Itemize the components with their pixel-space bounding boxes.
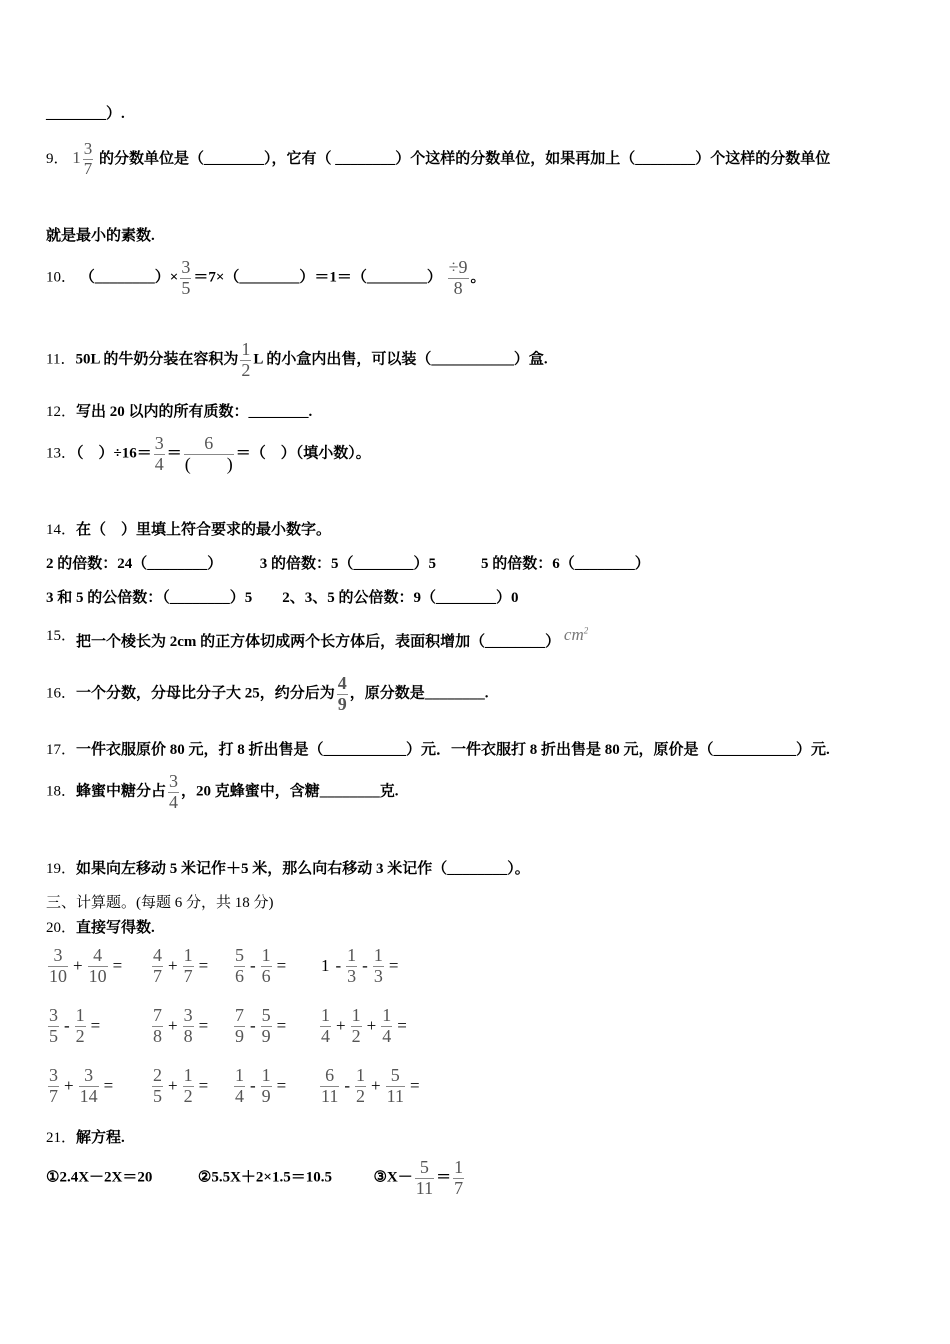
equation-3: ③X－ (373, 1169, 413, 1186)
fraction: $\frac{7}{8}$ (153, 1005, 162, 1046)
fraction: $\frac{2}{5}$ (153, 1065, 162, 1106)
question-text: 解方程. (76, 1130, 125, 1146)
question-text: 写出 20 以内的所有质数：________. (76, 404, 313, 420)
q20-expression: $\frac{3}{7}$ + $\frac{3}{14}$ = (49, 1065, 114, 1106)
fraction: $\frac{3}{8}$ (183, 1005, 193, 1046)
equals: ＝ (436, 1169, 452, 1186)
question-number: 19． (46, 861, 77, 877)
fraction: $\frac{6}{11}$ (321, 1065, 339, 1106)
question-text: 一件衣服原价 80 元，打 8 折出售是（___________）元．一件衣服打 8 折出售是 80 元，原价是（___________）元. (76, 742, 830, 758)
question-text-2: ，20 克蜂蜜中，含糖________克. (181, 783, 399, 800)
question-number: 17． (46, 742, 77, 758)
question-21 (46, 1126, 125, 1147)
q20-expression: $\frac{1}{4}$ + $\frac{1}{2}$ + $\frac{1}{4}$ = (321, 1005, 407, 1046)
fraction: $\frac{3}{5}$ (49, 1005, 58, 1046)
question-number: 10． (46, 269, 77, 286)
q8-tail: ________）. (46, 106, 125, 122)
fraction: $\frac{1}{2}$ (351, 1005, 361, 1046)
question-number: 18． (46, 783, 77, 800)
question-14-row2: 3 和 5 的公倍数：（________）5 2、3、5 的公倍数：9（________）0 (46, 590, 519, 606)
equation-1: ①2.4X－2X＝20 (46, 1169, 153, 1186)
question-18 (46, 772, 399, 813)
fraction: $\frac{3}{4}$ (154, 433, 164, 474)
fraction-2: $\frac{6}{( )}$ (184, 433, 233, 474)
fraction: $\frac{1}{9}$ (261, 1065, 271, 1106)
fraction: $\frac{1}{2}$ (183, 1065, 193, 1106)
question-20 (46, 916, 155, 937)
question-number: 14． (46, 522, 77, 538)
q20-expression: 1 - $\frac{1}{3}$ - $\frac{1}{3}$ = (321, 945, 399, 986)
question-19 (46, 857, 530, 878)
question-14 (46, 518, 331, 539)
fraction: $\frac{3}{7}$ (49, 1065, 58, 1106)
question-text-2: ＝7×（________）＝1＝（________） (193, 269, 442, 286)
fraction: $\frac{5}{11}$ (386, 1065, 404, 1106)
fraction: $\frac{3}{10}$ (49, 945, 67, 986)
question-text-2: ＝（ ）（填小数）。 (235, 445, 371, 462)
q20-expression: $\frac{3}{10}$ + $\frac{4}{10}$ = (49, 945, 123, 986)
question-number: 12． (46, 404, 77, 420)
fraction-2: $\frac{1}{7}$ (454, 1157, 464, 1198)
question-12 (46, 400, 312, 421)
fraction: $\frac{4}{9}$ (337, 673, 347, 714)
question-number: 16． (46, 685, 77, 702)
fraction: $\frac{1}{2}$ (356, 1065, 366, 1106)
fraction-2: $\frac{\div 9}{8}$ (448, 257, 468, 298)
question-number: 15． (46, 628, 77, 644)
q20-expression: $\frac{7}{9}$ - $\frac{5}{9}$ = (235, 1005, 287, 1046)
question-text: 一个分数，分母比分子大 25，约分后为 (76, 685, 335, 702)
question-text: 把一个棱长为 2cm 的正方体切成两个长方体后，表面积增加（________） (76, 634, 561, 650)
equals: ＝ (166, 445, 182, 462)
question-16 (46, 674, 489, 715)
fraction: $\frac{1}{4}$ (321, 1005, 330, 1046)
section-3-title: 三、计算题。(每题 6 分，共 18 分) (46, 895, 274, 911)
fraction: $\frac{1}{2}$ (75, 1005, 85, 1046)
fraction: $\frac{3}{4}$ (169, 771, 179, 812)
question-9 (46, 140, 830, 178)
question-17 (46, 738, 830, 759)
q20-expression: $\frac{1}{4}$ - $\frac{1}{9}$ = (235, 1065, 287, 1106)
fraction: $\frac{4}{10}$ (88, 945, 107, 986)
fraction: $\frac{5}{6}$ (235, 945, 244, 986)
question-13 (46, 434, 371, 475)
question-text: 蜂蜜中糖分占 (76, 783, 167, 800)
fraction: $\frac{1}{3}$ (347, 945, 357, 986)
question-10 (46, 258, 486, 299)
q20-expression: $\frac{7}{8}$ + $\frac{3}{8}$ = (153, 1005, 209, 1046)
q20-expression: $\frac{2}{5}$ + $\frac{1}{2}$ = (153, 1065, 209, 1106)
punct: 。 (470, 269, 486, 286)
question-9-cont: 就是最小的素数. (46, 228, 155, 244)
q20-expression: $\frac{6}{11}$ - $\frac{1}{2}$ + $\frac{5}{11}$ = (321, 1065, 420, 1106)
question-number: 21． (46, 1130, 77, 1146)
fraction: $\frac{1}{6}$ (261, 945, 271, 986)
unit: $cm^2$ (563, 625, 589, 644)
fraction: $\frac{5}{9}$ (261, 1005, 271, 1046)
fraction: $\frac{3}{5}$ (181, 257, 191, 298)
q20-expression: $\frac{4}{7}$ + $\frac{1}{7}$ = (153, 945, 209, 986)
fraction: $\frac{1}{2}$ (241, 339, 251, 380)
fraction: $\frac{7}{9}$ (235, 1005, 244, 1046)
fraction: $\frac{1}{3}$ (373, 945, 383, 986)
question-number: 20． (46, 920, 77, 936)
question-text: 在（ ）里填上符合要求的最小数字。 (76, 522, 332, 538)
question-number: 11． (46, 351, 76, 368)
q20-expression: $\frac{3}{5}$ - $\frac{1}{2}$ = (49, 1005, 101, 1046)
equation-2: ②5.5X＋2×1.5＝10.5 (197, 1169, 332, 1186)
question-text-2: L 的小盒内出售，可以装（___________）盒. (253, 351, 548, 368)
question-text: （________）× (79, 269, 179, 286)
fraction: $\frac{4}{7}$ (153, 945, 162, 986)
question-text: 直接写得数. (76, 920, 155, 936)
question-21-equations (46, 1158, 466, 1199)
question-14-row1: 2 的倍数：24（________） 3 的倍数：5（________）5 5 的倍数：6（________） (46, 556, 650, 572)
question-text: 如果向左移动 5 米记作＋5 米，那么向右移动 3 米记作（________）。 (76, 861, 530, 877)
question-text: 的分数单位是（________），它有（ ________）个这样的分数单位，如果再加上（________）个这样的分数单位 (99, 151, 831, 168)
question-text: （ ）÷16＝ (76, 445, 152, 462)
q20-expression: $\frac{5}{6}$ - $\frac{1}{6}$ = (235, 945, 287, 986)
fraction: $\frac{5}{11}$ (415, 1157, 434, 1198)
fraction: $\frac{1}{4}$ (382, 1005, 392, 1046)
fraction: $\frac{3}{14}$ (79, 1065, 98, 1106)
fraction: $\frac{1}{7}$ (183, 945, 193, 986)
question-15 (46, 624, 588, 651)
question-number: 13． (46, 445, 77, 462)
question-number: 9． (46, 151, 69, 168)
mixed-number: 1 $\frac{3}{7}$ (72, 139, 93, 178)
question-text-2: ，原分数是________. (349, 685, 489, 702)
fraction: $\frac{1}{4}$ (235, 1065, 244, 1106)
question-text: 50L 的牛奶分装在容积为 (75, 351, 239, 368)
question-11 (46, 340, 548, 381)
